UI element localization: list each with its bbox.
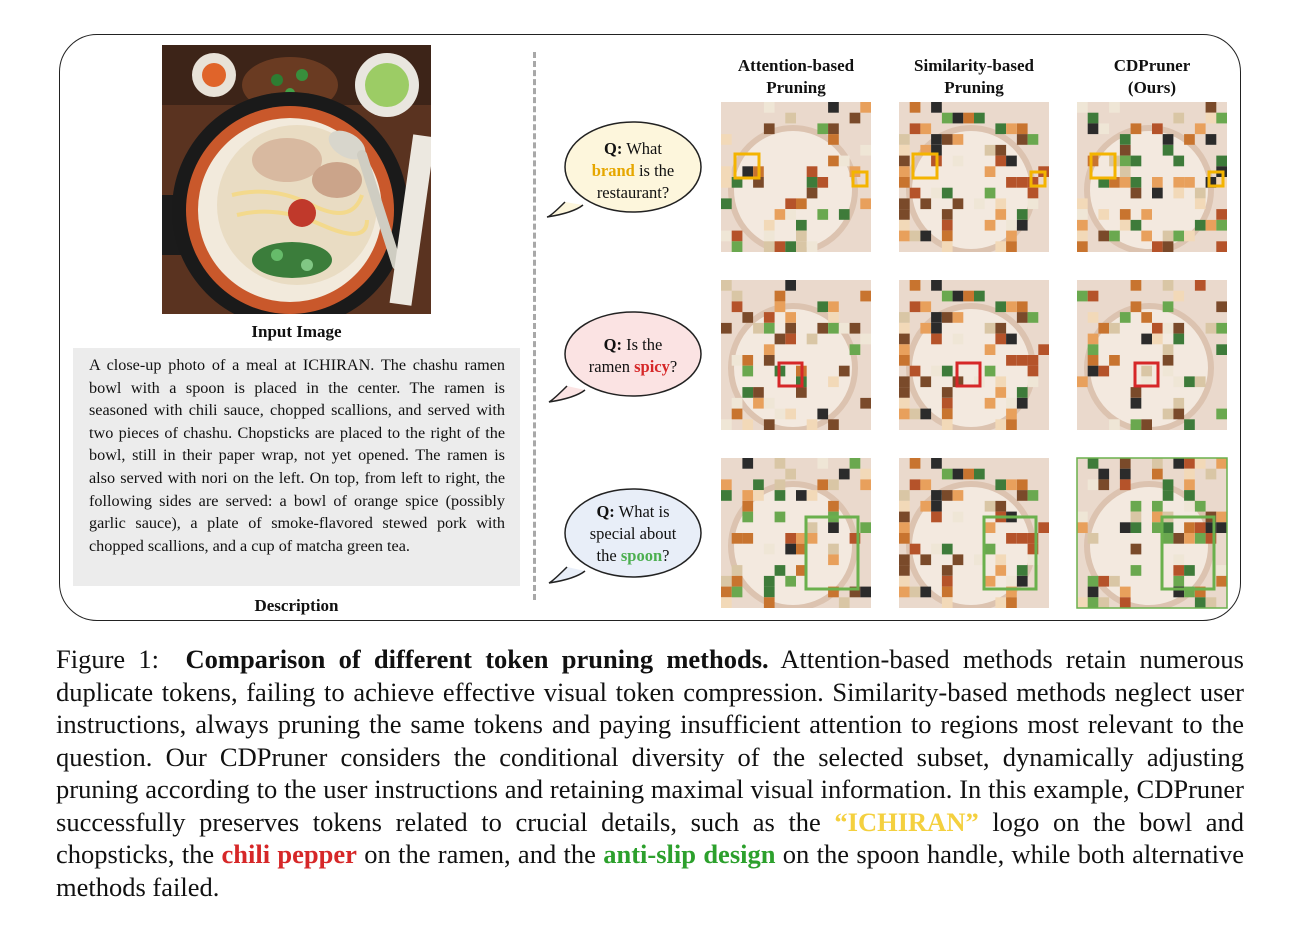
caption-text: on the ramen, and the bbox=[356, 839, 604, 869]
highlight-box-spoon bbox=[984, 517, 1036, 589]
figure-caption bbox=[56, 643, 1244, 903]
q-label: Q: bbox=[603, 335, 622, 354]
question-text: ramen bbox=[588, 357, 635, 376]
highlight-box-brand bbox=[913, 154, 937, 178]
question-text: ? bbox=[669, 357, 678, 376]
highlight-box-spoon bbox=[1162, 517, 1214, 589]
question-text: What is bbox=[614, 502, 670, 521]
description-caption: Description bbox=[254, 596, 339, 615]
caption-label: Figure 1: bbox=[56, 644, 160, 674]
question-text: Is the bbox=[622, 335, 663, 354]
question-text: restaurant? bbox=[596, 183, 670, 202]
description-text: A close-up photo of a meal at ICHIRAN. The chashu ramen bowl with a spoon is placed in the center. The ramen is seasoned with chili sauce, chopped scallions, and served with two pieces of chashu. Chopsticks are placed to the right of the bowl, still in their paper wrap, not yet opened. The ramen is also served with nori on the left. On top, from left to right, the following sides are served: a bowl of orange spice (possibly garlic sauce), a plate of smoke-flavored stewed pork with chopped scallions, and a cup of matcha green tea. bbox=[89, 356, 505, 555]
q-label: Q: bbox=[604, 139, 623, 158]
caption-text: Attention-based methods retain numerous duplicate tokens, failing to achieve effective visual token compression. Similarity-based methods neglect user instructions, always pruning the same tokens and paying insufficient attention to regions most relevant to the question. Our CDPruner considers the conditional diversity of the selected subset, dynamically adjusting pruning according to the user instructions and retaining maximal visual information. In this example, CDPruner successfully preserves tokens related to crucial details, such as the bbox=[56, 644, 1244, 837]
caption-highlight-antislip: anti-slip design bbox=[603, 839, 776, 869]
question-text: special about bbox=[589, 524, 677, 543]
highlight-box-brand bbox=[1091, 154, 1115, 178]
highlight-box-brand bbox=[735, 154, 759, 178]
highlight-box-spoon bbox=[1077, 458, 1227, 608]
highlight-box-brand bbox=[1031, 172, 1045, 186]
question-text: What bbox=[622, 139, 662, 158]
column-header-line: CDPruner bbox=[1113, 56, 1191, 75]
keyword-brand: brand bbox=[591, 161, 635, 180]
column-header-line: Pruning bbox=[766, 78, 826, 97]
caption-text: on the spoon handle, while both alternative methods failed. bbox=[56, 839, 1244, 902]
q-label: Q: bbox=[596, 502, 615, 521]
highlight-box-spicy bbox=[1135, 363, 1158, 386]
highlight-box-brand bbox=[1209, 172, 1223, 186]
caption-title: Comparison of different token pruning methods. bbox=[185, 644, 769, 674]
highlight-box-spicy bbox=[957, 363, 980, 386]
highlight-box-brand bbox=[853, 172, 867, 186]
question-text: ? bbox=[662, 546, 670, 565]
keyword-spoon: spoon bbox=[620, 546, 663, 565]
question-text: is the bbox=[634, 161, 675, 180]
input-image-caption: Input Image bbox=[251, 322, 342, 341]
column-header-line: Pruning bbox=[944, 78, 1004, 97]
caption-highlight-ichiran: “ICHIRAN” bbox=[834, 806, 979, 837]
column-header-line: (Ours) bbox=[1127, 78, 1177, 97]
highlight-box-spicy bbox=[779, 363, 802, 386]
caption-highlight-chili: chili pepper bbox=[221, 839, 357, 869]
highlight-box-spoon bbox=[806, 517, 858, 589]
caption-text: logo on the bowl and chopsticks, the bbox=[56, 806, 1244, 869]
column-header-line: Attention-based bbox=[737, 56, 855, 75]
question-text: the bbox=[596, 546, 621, 565]
column-header-line: Similarity-based bbox=[914, 56, 1034, 75]
keyword-spicy: spicy bbox=[634, 357, 670, 376]
